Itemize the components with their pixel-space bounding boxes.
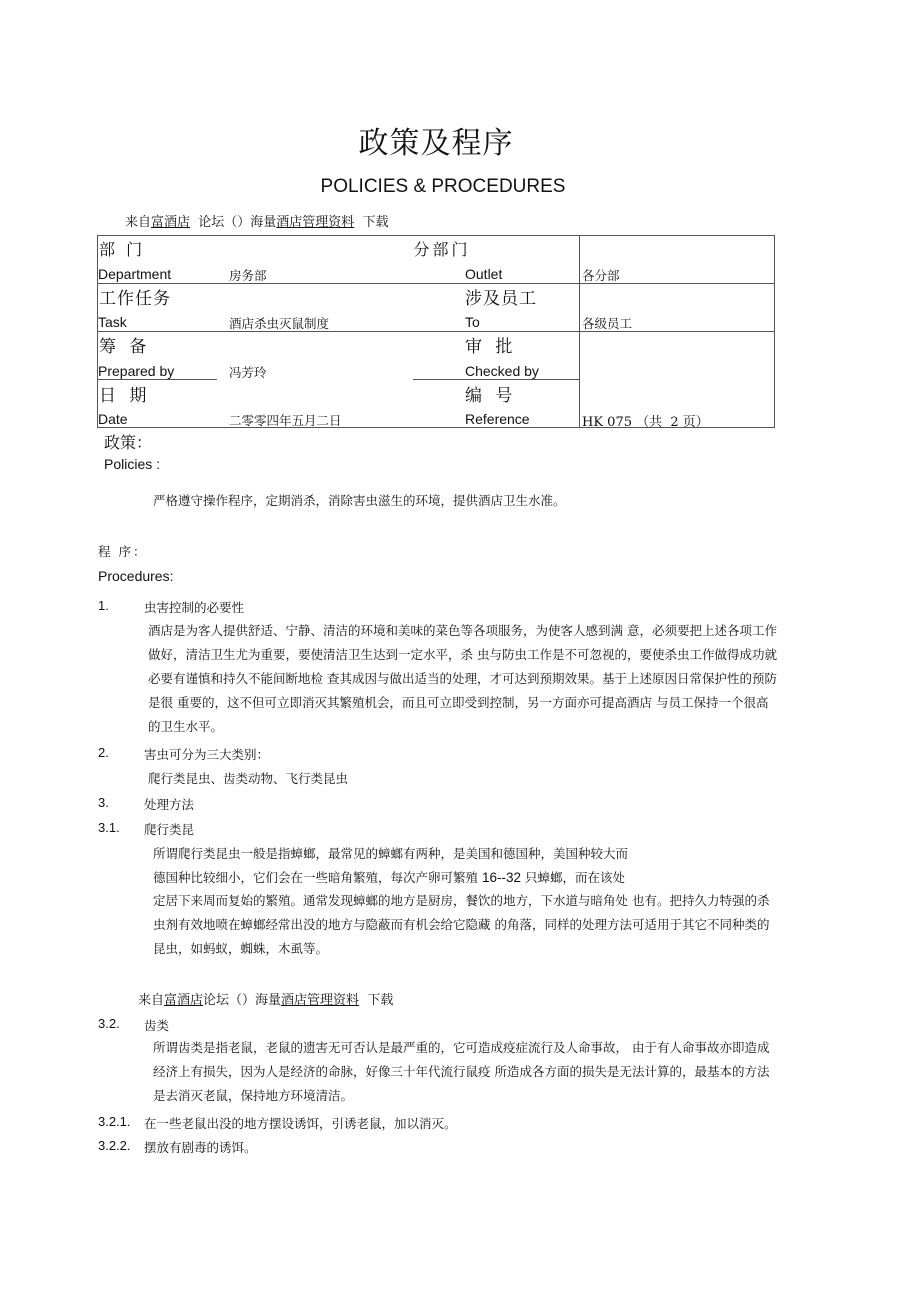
source2-mgmt-link[interactable]: 酒店管理资料 bbox=[281, 993, 360, 1008]
page-title-en: POLICIES & PROCEDURES bbox=[320, 176, 566, 197]
item31-number: 3.1. bbox=[98, 820, 120, 835]
policies-label-en: Policies : bbox=[104, 456, 161, 472]
department-label-en: Department bbox=[98, 266, 172, 282]
checked-label-cn: 审 批 bbox=[465, 337, 517, 357]
prepared-label-en: Prepared by bbox=[98, 363, 175, 379]
page-title-cn: 政策及程序 bbox=[358, 126, 514, 161]
info-table bbox=[97, 235, 775, 428]
outlet-label-en: Outlet bbox=[465, 266, 503, 282]
to-value: 各级员工 bbox=[582, 316, 633, 331]
item1-text: 酒店是为客人提供舒适、宁静、清洁的环境和美味的菜色等各项服务，为使客人感到满 意，必须要把上述各项工作做好，清洁卫生尤为重要，要使清洁卫生达到一定水平，杀 虫与防虫工作是不可忽视的，要使杀虫工作做得成功就必要有谨慎和持久不能间断地检 查其成因与做出适当的处理，才可达到预期效果。基于上述原因日常保护性的预防是很 重要的，这不但可立即消灭其繁殖机会，而且可立即受到控制，另一方面亦可提高酒店 与员工保持一个很高的卫生水平。 bbox=[148, 623, 777, 734]
reference-value: HK 075 （共 2 页） bbox=[582, 415, 709, 430]
item31-title: 爬行类昆 bbox=[144, 822, 195, 837]
checked-label-en: Checked by bbox=[465, 363, 539, 379]
source-mgmt-link[interactable]: 酒店管理资料 bbox=[276, 215, 355, 230]
source2-suffix: 下载 bbox=[359, 993, 394, 1008]
source-hotel-link[interactable]: 富酒店 bbox=[151, 215, 191, 230]
department-label-cn: 部 门 bbox=[99, 240, 146, 259]
procedures-label-cn: 程 序： bbox=[98, 544, 148, 559]
to-label-en: To bbox=[465, 314, 480, 330]
item31-line2 bbox=[153, 868, 625, 886]
source-line bbox=[125, 211, 389, 230]
date-label-en: Date bbox=[98, 411, 128, 427]
checked-value-cell bbox=[580, 332, 775, 380]
item322-number: 3.2.2. bbox=[98, 1138, 131, 1153]
item321-text: 在一些老鼠出没的地方摆设诱饵，引诱老鼠，加以消灭。 bbox=[144, 1116, 457, 1131]
item3-title: 处理方法 bbox=[144, 797, 195, 812]
source2-middle: 论坛（）海量 bbox=[203, 993, 282, 1008]
item31-line2-count: 16--32 bbox=[481, 870, 522, 885]
item2-text: 爬行类昆虫、齿类动物、飞行类昆虫 bbox=[148, 771, 349, 786]
item322-text: 摆放有剧毒的诱饵。 bbox=[144, 1140, 257, 1155]
item31-line1: 所谓爬行类昆虫一般是指蟑螂，最常见的蟑螂有两种，是美国和德国种，美国种较大而 bbox=[153, 846, 629, 861]
source2-prefix: 来自 bbox=[138, 993, 165, 1008]
task-label-en: Task bbox=[98, 314, 127, 330]
item31-line2c: 只蟑螂，而在该处 bbox=[521, 870, 625, 885]
item32-text: 所谓齿类是指老鼠，老鼠的遗害无可否认是最严重的，它可造成疫症流行及人命事故， 由于有人命事故亦即造成经济上有损失，因为人是经济的命脉，好像三十年代流行鼠疫 所造成各方面的损失是无法计算的，最基本的方法是去消灭老鼠，保持地方环境清洁。 bbox=[153, 1040, 770, 1103]
to-label-cn: 涉及员工 bbox=[465, 289, 537, 309]
item2-number: 2. bbox=[98, 745, 109, 760]
item31-line2a: 德国种比较细小，它们会在一些暗角繁殖，每次产卵可繁殖 bbox=[153, 870, 482, 885]
date-value: 二零零四年五月二日 bbox=[229, 413, 342, 428]
procedures-label-en: Procedures: bbox=[98, 568, 174, 584]
item3-number: 3. bbox=[98, 795, 109, 810]
item32-title: 齿类 bbox=[144, 1018, 170, 1033]
task-value: 酒店杀虫灭鼠制度 bbox=[229, 316, 330, 331]
item2-title: 害虫可分为三大类别： bbox=[144, 747, 270, 762]
policies-text: 严格遵守操作程序，定期消杀，消除害虫滋生的环境，提供酒店卫生水准。 bbox=[153, 493, 566, 508]
item1-title: 虫害控制的必要性 bbox=[144, 600, 245, 615]
reference-label-en: Reference bbox=[465, 411, 530, 427]
date-label-cn: 日 期 bbox=[99, 386, 151, 406]
outlet-value: 各分部 bbox=[582, 268, 620, 283]
prepared-value: 冯芳玲 bbox=[229, 365, 267, 380]
task-label-cn: 工作任务 bbox=[99, 289, 171, 309]
source-middle: 论坛（）海量 bbox=[190, 215, 277, 230]
policies-label-cn: 政策： bbox=[104, 433, 153, 452]
item32-number: 3.2. bbox=[98, 1016, 120, 1031]
outlet-label-cn: 分部门 bbox=[413, 240, 471, 259]
source2-hotel-link[interactable]: 富酒店 bbox=[164, 993, 204, 1008]
source-line-2 bbox=[138, 989, 393, 1008]
item1-number: 1. bbox=[98, 598, 109, 613]
reference-label-cn: 编 号 bbox=[465, 386, 517, 406]
department-value: 房务部 bbox=[229, 268, 267, 283]
prepared-label-cn: 筹 备 bbox=[99, 337, 151, 357]
item31-rest: 定居下来周而复始的繁殖。通常发现蟑螂的地方是厨房，餐饮的地方，下水道与暗角处 也有。把持久力特强的杀虫剂有效地喷在蟑螂经常出没的地方与隐蔽而有机会给它隐藏 的角落，同样的处理方法可适用于其它不同种类的昆虫，如蚂蚁，蜘蛛，木虱等。 bbox=[153, 893, 770, 956]
source-suffix: 下载 bbox=[354, 215, 389, 230]
item321-number: 3.2.1. bbox=[98, 1114, 131, 1129]
source-prefix: 来自 bbox=[125, 215, 152, 230]
